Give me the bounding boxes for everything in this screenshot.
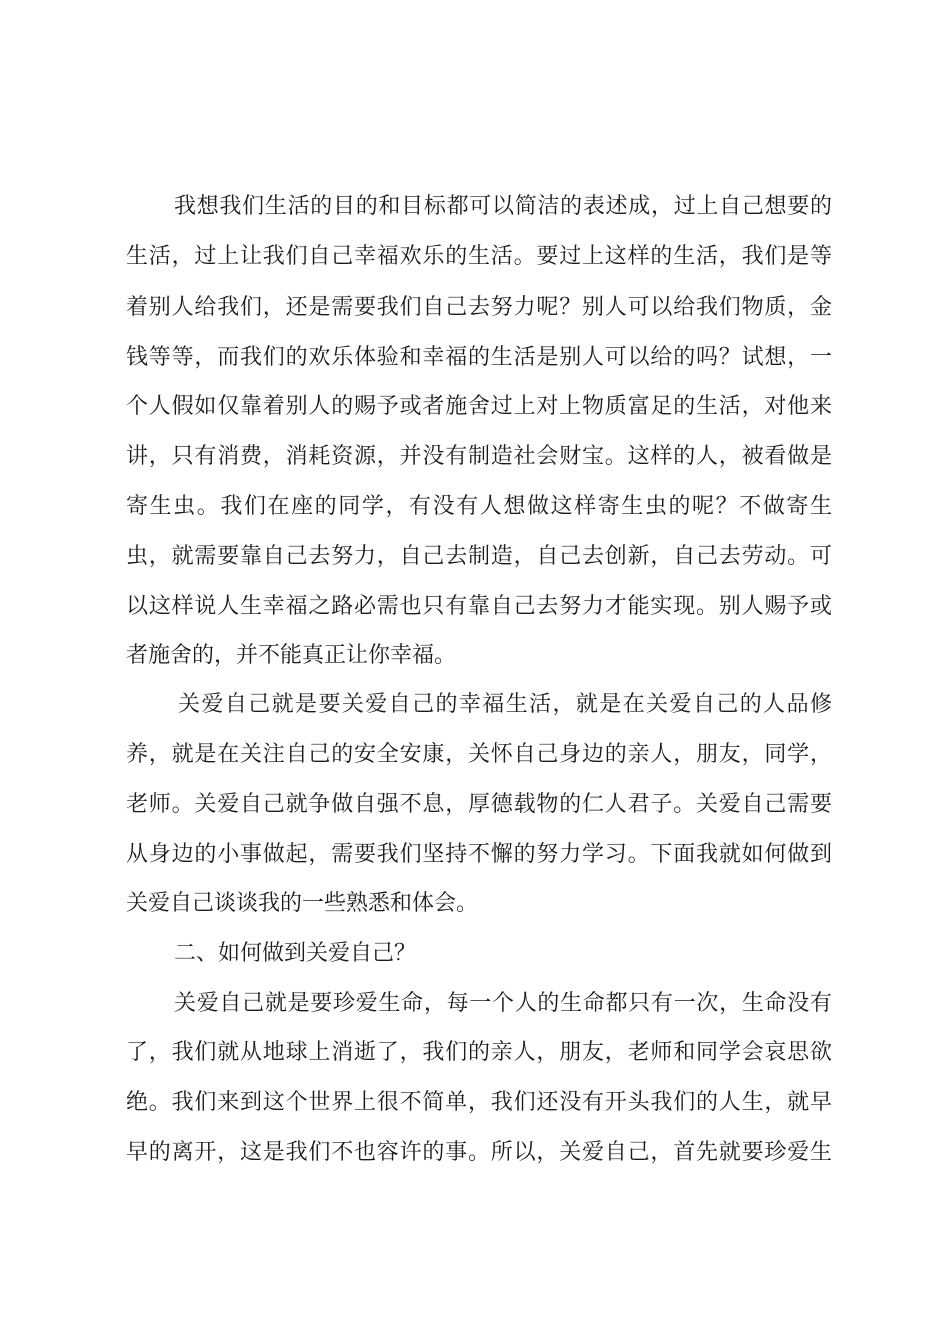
paragraph-3-line-3: 绝。我们来到这个世界上很不简单，我们还没有开头我们的人生，就早	[126, 1090, 832, 1115]
paragraph-2-line-4: 从身边的小事做起，需要我们坚持不懈的努力学习。下面我就如何做到	[126, 842, 832, 867]
paragraph-3-line-4: 早的离开，这是我们不也容许的事。所以，关爱自己，首先就要珍爱生	[126, 1140, 832, 1165]
paragraph-1-line-4: 钱等等，而我们的欢乐体验和幸福的生活是别人可以给的吗？试想，一	[126, 345, 832, 370]
paragraph-2-line-2: 养，就是在关注自己的安全安康，关怀自己身边的亲人，朋友，同学，	[126, 742, 832, 767]
paragraph-1-line-9: 以这样说人生幸福之路必需也只有靠自己去努力才能实现。别人赐予或	[126, 594, 832, 619]
paragraph-2-line-5: 关爱自己谈谈我的一些熟悉和体会。	[126, 891, 479, 916]
paragraph-1-line-1: 我想我们生活的目的和目标都可以简洁的表述成，过上自己想要的	[174, 194, 832, 219]
paragraph-3-line-2: 了，我们就从地球上消逝了，我们的亲人，朋友，老师和同学会哀思欲	[126, 1040, 832, 1065]
paragraph-1-line-8: 虫，就需要靠自己去努力，自己去制造，自己去创新，自己去劳动。可	[126, 544, 832, 569]
paragraph-2-line-3: 老师。关爱自己就争做自强不息，厚德载物的仁人君子。关爱自己需要	[126, 792, 832, 817]
paragraph-1-line-7: 寄生虫。我们在座的同学，有没有人想做这样寄生虫的呢？不做寄生	[126, 494, 832, 519]
paragraph-1-line-3: 着别人给我们，还是需要我们自己去努力呢？别人可以给我们物质，金	[126, 295, 832, 320]
paragraph-1-line-10: 者施舍的，并不能真正让你幸福。	[126, 643, 457, 668]
paragraph-1-line-5: 个人假如仅靠着别人的赐予或者施舍过上对上物质富足的生活，对他来	[126, 394, 832, 419]
paragraph-1-line-6: 讲，只有消费，消耗资源，并没有制造社会财宝。这样的人，被看做是	[126, 444, 832, 469]
paragraph-2-line-1: 关爱自己就是要关爱自己的幸福生活，就是在关爱自己的人品修	[178, 692, 832, 717]
paragraph-3-line-1: 关爱自己就是要珍爱生命，每一个人的生命都只有一次，生命没有	[174, 991, 832, 1016]
section-heading: 二、如何做到关爱自己？	[174, 941, 417, 966]
paragraph-1-line-2: 生活，过上让我们自己幸福欢乐的生活。要过上这样的生活，我们是等	[126, 244, 832, 269]
